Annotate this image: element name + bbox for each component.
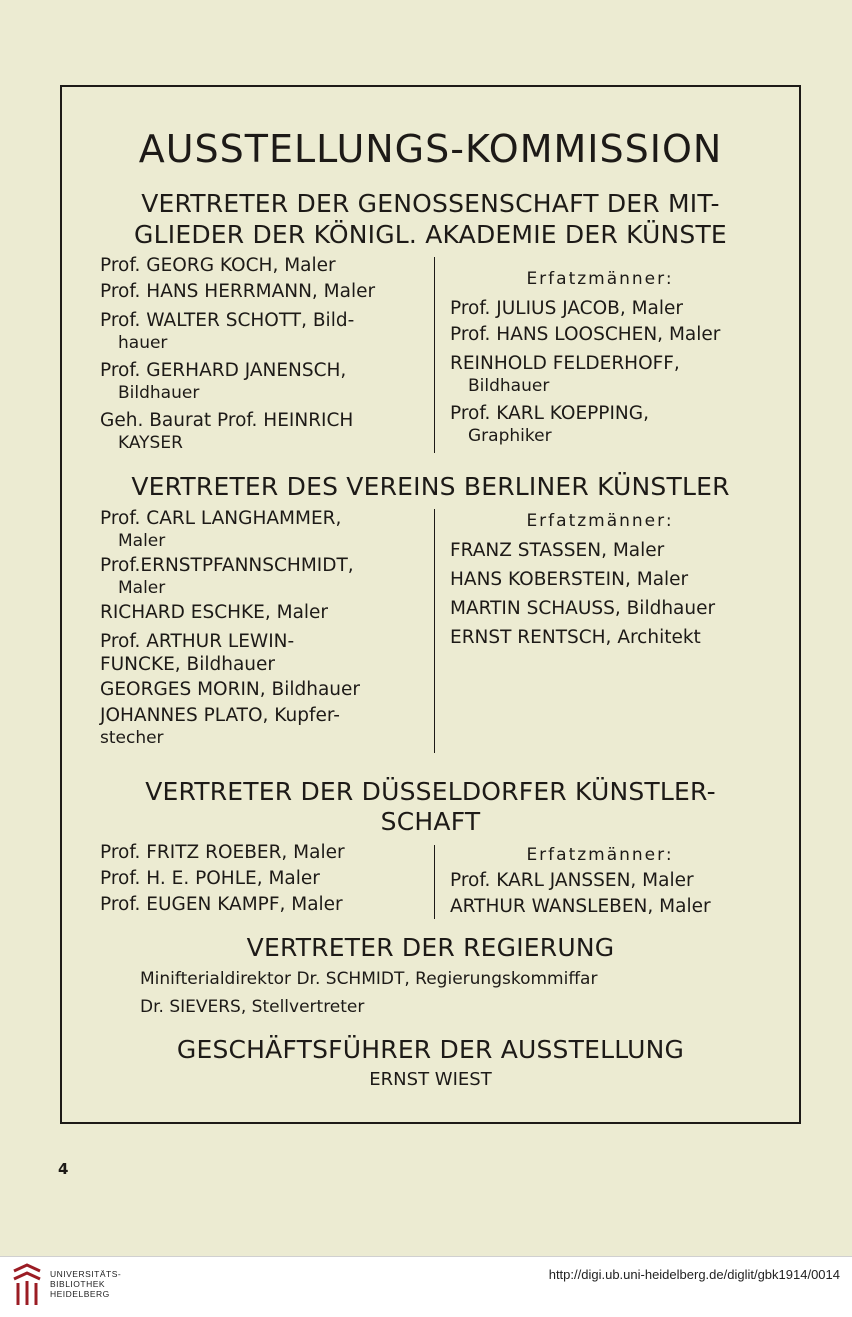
geschaeftsfuehrer-name: ERNST WIEST [369, 1069, 492, 1090]
member-entry: Prof. CARL LANGHAMMER, Maler [100, 508, 342, 551]
member-entry: Prof. WALTER SCHOTT, Bild- hauer [100, 310, 355, 353]
duesseldorf-substitutes [450, 843, 790, 921]
member-entry: Prof. HANS HERRMANN, Maler [100, 281, 376, 302]
column-divider [434, 509, 435, 753]
berliner-members [100, 507, 430, 751]
university-logo-icon [10, 1263, 44, 1309]
substitutes-label: Erfatzmänner: [526, 845, 674, 865]
heading-akademie-line1: VERTRETER DER GENOSSENSCHAFT DER MIT- [141, 189, 720, 218]
regierung-line1: Minifterialdirektor Dr. SCHMIDT, Regierungskommiffar [140, 969, 598, 989]
substitute-entry: ARTHUR WANSLEBEN, Maler [450, 896, 711, 917]
heading-duesseldorf-line2: SCHAFT [380, 807, 481, 836]
source-url-link[interactable]: http://digi.ub.uni-heidelberg.de/diglit/gbk1914/0014 [548, 1267, 840, 1282]
member-entry: Prof. EUGEN KAMPF, Maler [100, 894, 343, 915]
heading-berliner: VERTRETER DES VEREINS BERLINER KÜNSTLER [131, 472, 730, 501]
heading-regierung: VERTRETER DER REGIERUNG [246, 933, 615, 962]
regierung-line2: Dr. SIEVERS, Stellvertreter [140, 997, 365, 1017]
member-entry: Prof.ERNSTPFANNSCHMIDT, Maler [100, 555, 354, 598]
footer-bar [0, 1256, 852, 1317]
substitute-entry: REINHOLD FELDERHOFF, Bildhauer [450, 353, 680, 396]
duesseldorf-members [100, 841, 430, 919]
berliner-substitutes [450, 509, 790, 655]
substitute-entry: ERNST RENTSCH, Architekt [450, 627, 701, 648]
heading-akademie-line2: GLIEDER DER KÖNIGL. AKADEMIE DER KÜNSTE [134, 220, 727, 249]
substitutes-label: Erfatzmänner: [526, 269, 674, 289]
substitutes-label: Erfatzmänner: [526, 511, 674, 531]
akademie-members [100, 254, 430, 459]
substitute-entry: MARTIN SCHAUSS, Bildhauer [450, 598, 716, 619]
akademie-substitutes [450, 267, 790, 452]
heading-geschaeftsfuehrer: GESCHÄFTSFÜHRER DER AUSSTELLUNG [176, 1035, 685, 1064]
member-entry: Prof. GEORG KOCH, Maler [100, 255, 336, 276]
substitute-entry: HANS KOBERSTEIN, Maler [450, 569, 689, 590]
member-entry: RICHARD ESCHKE, Maler [100, 602, 329, 623]
column-divider [434, 257, 435, 453]
member-entry: GEORGES MORIN, Bildhauer [100, 679, 361, 700]
member-entry: Prof. GERHARD JANENSCH, Bildhauer [100, 360, 347, 403]
substitute-entry: Prof. JULIUS JACOB, Maler [450, 298, 684, 319]
page-number: 4 [58, 1160, 69, 1178]
member-entry: Prof. FRITZ ROEBER, Maler [100, 842, 345, 863]
member-entry: JOHANNES PLATO, Kupfer- stecher [100, 705, 340, 748]
member-entry: Prof. H. E. POHLE, Maler [100, 868, 320, 889]
member-entry: Prof. ARTHUR LEWIN- FUNCKE, Bildhauer [100, 631, 295, 675]
substitute-entry: Prof. KARL JANSSEN, Maler [450, 870, 694, 891]
member-entry: Geh. Baurat Prof. HEINRICH KAYSER [100, 410, 354, 453]
document-frame [60, 85, 801, 1124]
substitute-entry: Prof. KARL KOEPPING, Graphiker [450, 403, 649, 446]
heading-duesseldorf-line1: VERTRETER DER DÜSSELDORFER KÜNSTLER- [145, 777, 716, 806]
column-divider [434, 845, 435, 919]
substitute-entry: Prof. HANS LOOSCHEN, Maler [450, 324, 721, 345]
substitute-entry: FRANZ STASSEN, Maler [450, 540, 665, 561]
page-title: AUSSTELLUNGS-KOMMISSION [138, 127, 723, 171]
library-name: UNIVERSITÄTS- BIBLIOTHEK HEIDELBERG [50, 1269, 122, 1299]
